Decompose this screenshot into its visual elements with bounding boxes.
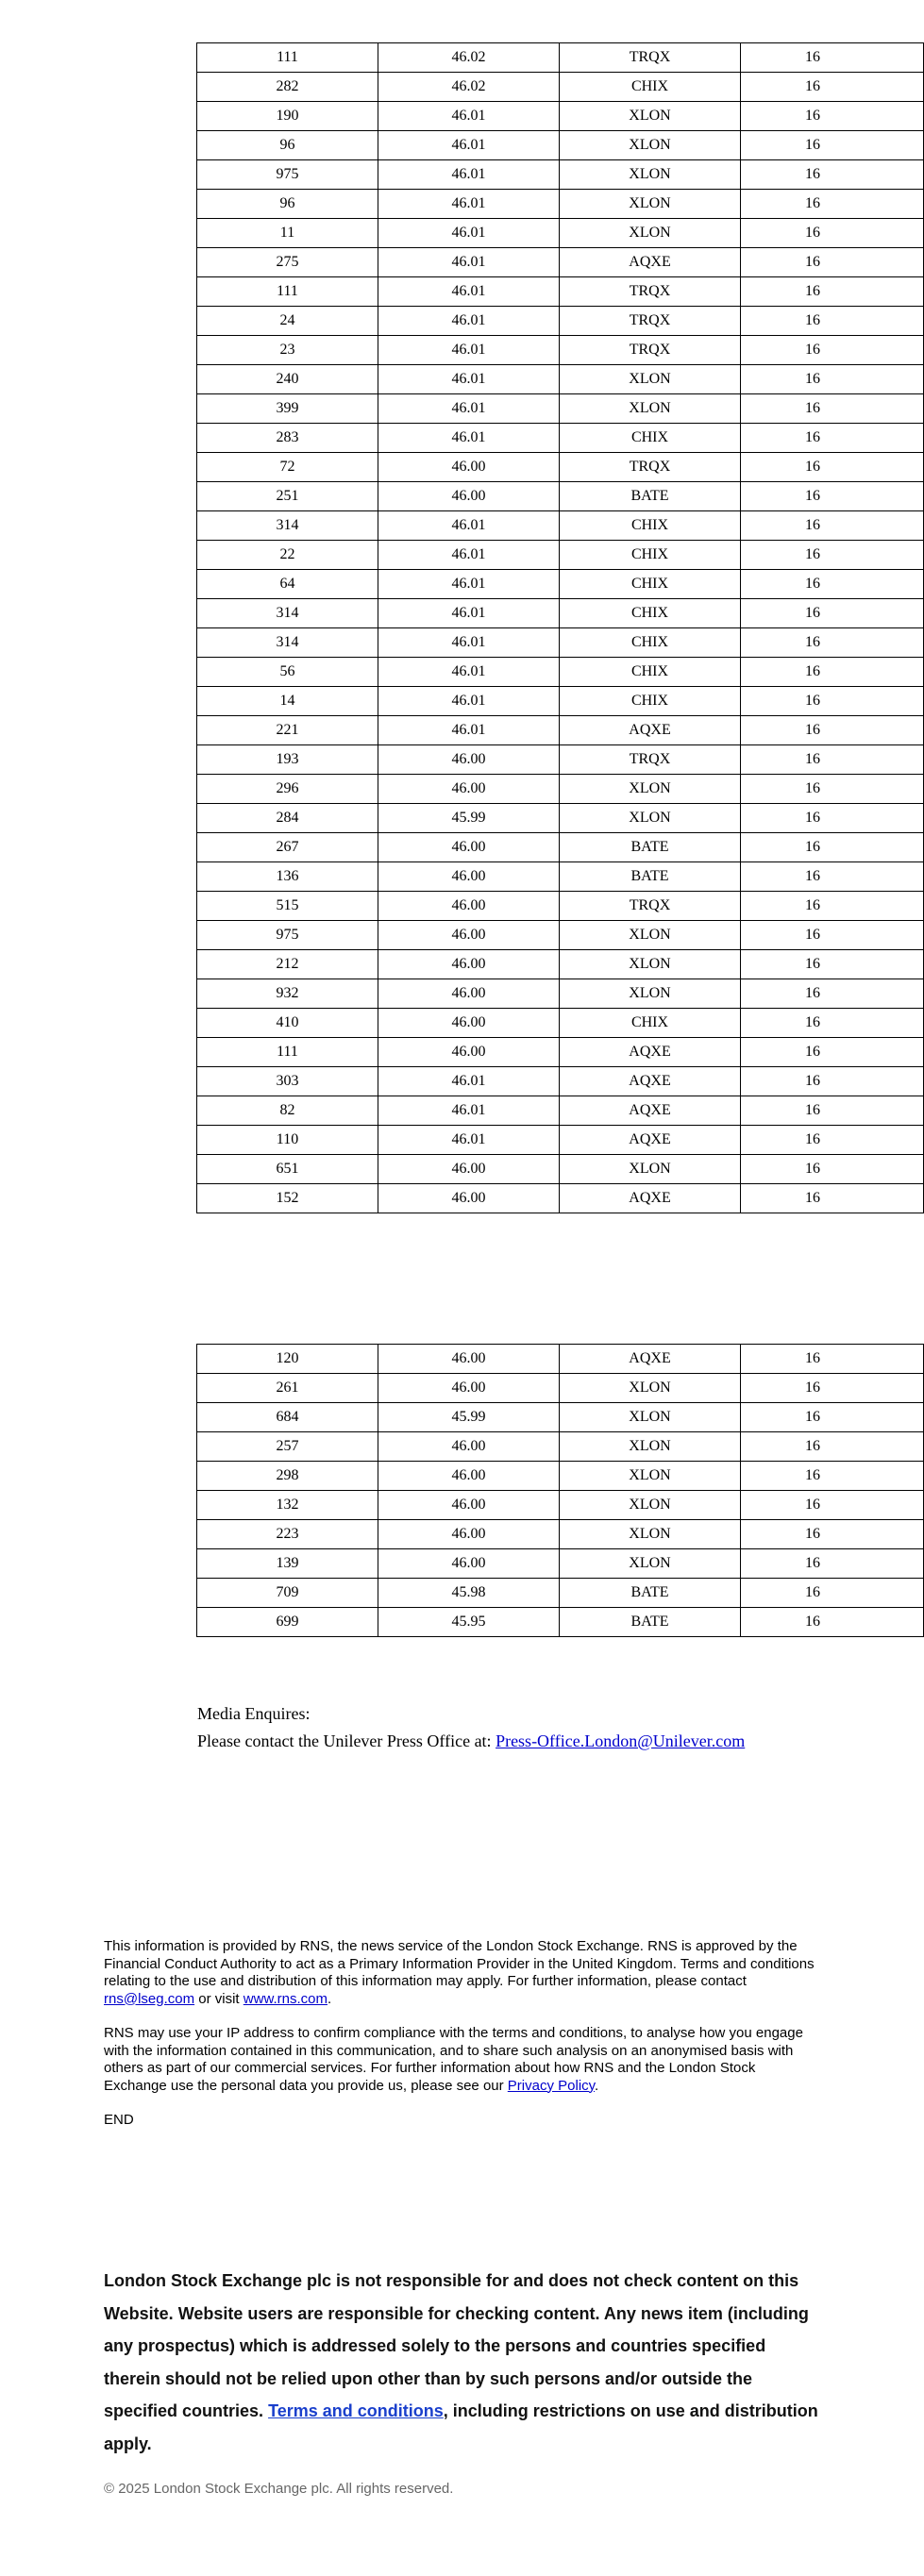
price-cell: 46.01: [378, 424, 560, 453]
price-cell: 46.00: [378, 482, 560, 511]
volume-cell: 684: [197, 1403, 378, 1432]
table-row: [197, 1184, 924, 1213]
table-row: [197, 394, 924, 424]
terms-and-conditions-link[interactable]: Terms and conditions: [268, 2401, 444, 2420]
venue-cell: TRQX: [560, 892, 741, 921]
price-cell: 46.00: [378, 1155, 560, 1184]
press-office-email-link[interactable]: Press-Office.London@Unilever.com: [496, 1731, 746, 1750]
time-cell: 16: [741, 277, 924, 307]
price-cell: 46.01: [378, 541, 560, 570]
price-cell: 46.01: [378, 716, 560, 745]
table-row: [197, 307, 924, 336]
price-cell: 46.01: [378, 687, 560, 716]
volume-cell: 303: [197, 1067, 378, 1096]
venue-cell: XLON: [560, 190, 741, 219]
time-cell: 16: [741, 160, 924, 190]
time-cell: 16: [741, 687, 924, 716]
volume-cell: 267: [197, 833, 378, 862]
price-cell: 45.95: [378, 1608, 560, 1637]
rns-p1-end: .: [327, 1990, 332, 2007]
venue-cell: BATE: [560, 1579, 741, 1608]
disclaimer-text: London Stock Exchange plc is not responsible for and does not check content on this Website. Website users are responsible for checking content. Any news item (including any prospectus) which is addressed solely to the persons and countries specified therein should not be relied upon other than by such persons and/or outside the specified countries.: [104, 2271, 809, 2420]
time-cell: 16: [741, 219, 924, 248]
volume-cell: 261: [197, 1374, 378, 1403]
price-cell: 46.00: [378, 862, 560, 892]
volume-cell: 190: [197, 102, 378, 131]
volume-cell: 699: [197, 1608, 378, 1637]
time-cell: 16: [741, 248, 924, 277]
venue-cell: XLON: [560, 1432, 741, 1462]
venue-cell: CHIX: [560, 658, 741, 687]
time-cell: 16: [741, 1096, 924, 1126]
table-row: [197, 1520, 924, 1549]
price-cell: 46.00: [378, 1345, 560, 1374]
table-row: [197, 687, 924, 716]
volume-cell: 296: [197, 775, 378, 804]
time-cell: 16: [741, 979, 924, 1009]
table-row: [197, 453, 924, 482]
volume-cell: 257: [197, 1432, 378, 1462]
venue-cell: XLON: [560, 921, 741, 950]
volume-cell: 23: [197, 336, 378, 365]
time-cell: 16: [741, 307, 924, 336]
time-cell: 16: [741, 1184, 924, 1213]
time-cell: 16: [741, 1067, 924, 1096]
venue-cell: AQXE: [560, 716, 741, 745]
table-row: [197, 1403, 924, 1432]
media-enquiries: [197, 1700, 745, 1755]
table-row: [197, 1549, 924, 1579]
venue-cell: AQXE: [560, 1126, 741, 1155]
copyright-notice: © 2025 London Stock Exchange plc. All rights reserved.: [104, 2481, 454, 2497]
privacy-policy-link[interactable]: Privacy Policy: [507, 2077, 596, 2094]
venue-cell: TRQX: [560, 745, 741, 775]
table-row: [197, 424, 924, 453]
time-cell: 16: [741, 833, 924, 862]
time-cell: 16: [741, 716, 924, 745]
time-cell: 16: [741, 190, 924, 219]
price-cell: 46.01: [378, 1126, 560, 1155]
price-cell: 46.01: [378, 599, 560, 628]
table-row: [197, 541, 924, 570]
time-cell: 16: [741, 131, 924, 160]
time-cell: 16: [741, 628, 924, 658]
table-row: [197, 745, 924, 775]
table-row: [197, 1462, 924, 1491]
time-cell: 16: [741, 453, 924, 482]
time-cell: 16: [741, 1403, 924, 1432]
price-cell: 46.01: [378, 102, 560, 131]
volume-cell: 284: [197, 804, 378, 833]
volume-cell: 120: [197, 1345, 378, 1374]
price-cell: 46.01: [378, 248, 560, 277]
venue-cell: XLON: [560, 804, 741, 833]
venue-cell: XLON: [560, 160, 741, 190]
end-marker: END: [104, 2112, 134, 2128]
price-cell: 46.00: [378, 1038, 560, 1067]
price-cell: 46.00: [378, 1491, 560, 1520]
rns-p1-or: or visit: [194, 1990, 244, 2007]
time-cell: 16: [741, 1009, 924, 1038]
table-row: [197, 892, 924, 921]
volume-cell: 56: [197, 658, 378, 687]
price-cell: 46.01: [378, 336, 560, 365]
venue-cell: XLON: [560, 365, 741, 394]
price-cell: 46.00: [378, 1549, 560, 1579]
table-row: [197, 482, 924, 511]
volume-cell: 111: [197, 1038, 378, 1067]
time-cell: 16: [741, 1520, 924, 1549]
time-cell: 16: [741, 775, 924, 804]
volume-cell: 932: [197, 979, 378, 1009]
venue-cell: XLON: [560, 394, 741, 424]
time-cell: 16: [741, 804, 924, 833]
time-cell: 16: [741, 1491, 924, 1520]
volume-cell: 240: [197, 365, 378, 394]
disclaimer-tail: , including restrictions on use and distribution apply.: [104, 2401, 818, 2453]
time-cell: 16: [741, 511, 924, 541]
table-row: [197, 979, 924, 1009]
table-row: [197, 804, 924, 833]
venue-cell: TRQX: [560, 453, 741, 482]
time-cell: 16: [741, 73, 924, 102]
volume-cell: 651: [197, 1155, 378, 1184]
table-row: [197, 43, 924, 73]
volume-cell: 96: [197, 131, 378, 160]
table-row: [197, 1579, 924, 1608]
venue-cell: XLON: [560, 950, 741, 979]
time-cell: 16: [741, 365, 924, 394]
rns-email-link[interactable]: rns@lseg.com: [104, 1990, 195, 2007]
venue-cell: BATE: [560, 482, 741, 511]
price-cell: 45.98: [378, 1579, 560, 1608]
rns-p2-end: .: [595, 2077, 599, 2094]
trades-table-body: [197, 43, 924, 1213]
time-cell: 16: [741, 1155, 924, 1184]
media-contact: [197, 1728, 745, 1755]
price-cell: 46.00: [378, 775, 560, 804]
price-cell: 46.02: [378, 73, 560, 102]
table-row: [197, 658, 924, 687]
price-cell: 46.01: [378, 307, 560, 336]
price-cell: 46.00: [378, 745, 560, 775]
venue-cell: CHIX: [560, 570, 741, 599]
venue-cell: XLON: [560, 1520, 741, 1549]
rns-p1-text: This information is provided by RNS, the news service of the London Stock Exchange. RNS is approved by the Financial Conduct Authority to act as a Primary Information Provider in the United Kingdom. Terms and conditions relating to the use and distribution of this information may apply. For further information, please contact: [104, 1938, 815, 1989]
price-cell: 46.01: [378, 511, 560, 541]
table-row: [197, 1067, 924, 1096]
time-cell: 16: [741, 570, 924, 599]
time-cell: 16: [741, 1345, 924, 1374]
price-cell: 46.01: [378, 365, 560, 394]
table-row: [197, 102, 924, 131]
price-cell: 46.00: [378, 1009, 560, 1038]
volume-cell: 111: [197, 277, 378, 307]
time-cell: 16: [741, 424, 924, 453]
table-row: [197, 1345, 924, 1374]
trades-table: [196, 42, 924, 1213]
table-row: [197, 365, 924, 394]
volume-cell: 314: [197, 511, 378, 541]
volume-cell: 975: [197, 160, 378, 190]
time-cell: 16: [741, 1608, 924, 1637]
venue-cell: XLON: [560, 1491, 741, 1520]
volume-cell: 22: [197, 541, 378, 570]
price-cell: 46.00: [378, 892, 560, 921]
table-row: [197, 1432, 924, 1462]
time-cell: 16: [741, 482, 924, 511]
trades-table-body: [197, 1345, 924, 1637]
volume-cell: 96: [197, 190, 378, 219]
table-row: [197, 131, 924, 160]
price-cell: 46.01: [378, 1067, 560, 1096]
volume-cell: 212: [197, 950, 378, 979]
venue-cell: TRQX: [560, 277, 741, 307]
venue-cell: AQXE: [560, 1345, 741, 1374]
rns-paragraph-2: [104, 2025, 821, 2095]
time-cell: 16: [741, 102, 924, 131]
price-cell: 46.02: [378, 43, 560, 73]
venue-cell: XLON: [560, 131, 741, 160]
table-row: [197, 277, 924, 307]
table-row: [197, 833, 924, 862]
volume-cell: 223: [197, 1520, 378, 1549]
time-cell: 16: [741, 892, 924, 921]
time-cell: 16: [741, 862, 924, 892]
volume-cell: 72: [197, 453, 378, 482]
volume-cell: 193: [197, 745, 378, 775]
table-row: [197, 628, 924, 658]
venue-cell: AQXE: [560, 248, 741, 277]
price-cell: 46.00: [378, 1462, 560, 1491]
volume-cell: 283: [197, 424, 378, 453]
price-cell: 46.01: [378, 570, 560, 599]
venue-cell: AQXE: [560, 1184, 741, 1213]
time-cell: 16: [741, 921, 924, 950]
trades-table: [196, 1344, 924, 1637]
price-cell: 46.01: [378, 131, 560, 160]
volume-cell: 275: [197, 248, 378, 277]
venue-cell: BATE: [560, 1608, 741, 1637]
table-row: [197, 248, 924, 277]
media-contact-text: Please contact the Unilever Press Office at:: [197, 1731, 496, 1750]
time-cell: 16: [741, 745, 924, 775]
table-row: [197, 219, 924, 248]
time-cell: 16: [741, 1126, 924, 1155]
table-row: [197, 599, 924, 628]
venue-cell: XLON: [560, 1155, 741, 1184]
volume-cell: 14: [197, 687, 378, 716]
transactions-table-2: [196, 1344, 820, 1637]
time-cell: 16: [741, 1579, 924, 1608]
volume-cell: 111: [197, 43, 378, 73]
venue-cell: CHIX: [560, 599, 741, 628]
table-row: [197, 1009, 924, 1038]
price-cell: 46.01: [378, 1096, 560, 1126]
time-cell: 16: [741, 1462, 924, 1491]
price-cell: 46.01: [378, 658, 560, 687]
price-cell: 46.00: [378, 921, 560, 950]
venue-cell: CHIX: [560, 687, 741, 716]
time-cell: 16: [741, 1549, 924, 1579]
time-cell: 16: [741, 1374, 924, 1403]
venue-cell: AQXE: [560, 1067, 741, 1096]
volume-cell: 975: [197, 921, 378, 950]
venue-cell: XLON: [560, 775, 741, 804]
time-cell: 16: [741, 658, 924, 687]
table-row: [197, 336, 924, 365]
table-row: [197, 1374, 924, 1403]
venue-cell: TRQX: [560, 307, 741, 336]
time-cell: 16: [741, 599, 924, 628]
table-row: [197, 862, 924, 892]
price-cell: 46.00: [378, 833, 560, 862]
price-cell: 46.00: [378, 950, 560, 979]
volume-cell: 152: [197, 1184, 378, 1213]
table-row: [197, 190, 924, 219]
price-cell: 46.00: [378, 453, 560, 482]
volume-cell: 11: [197, 219, 378, 248]
price-cell: 46.00: [378, 1432, 560, 1462]
volume-cell: 314: [197, 599, 378, 628]
table-row: [197, 511, 924, 541]
table-row: [197, 775, 924, 804]
venue-cell: CHIX: [560, 628, 741, 658]
volume-cell: 515: [197, 892, 378, 921]
venue-cell: CHIX: [560, 511, 741, 541]
volume-cell: 221: [197, 716, 378, 745]
price-cell: 46.01: [378, 160, 560, 190]
volume-cell: 139: [197, 1549, 378, 1579]
volume-cell: 709: [197, 1579, 378, 1608]
table-row: [197, 1608, 924, 1637]
venue-cell: XLON: [560, 102, 741, 131]
time-cell: 16: [741, 950, 924, 979]
price-cell: 46.00: [378, 1374, 560, 1403]
price-cell: 45.99: [378, 804, 560, 833]
venue-cell: XLON: [560, 1462, 741, 1491]
volume-cell: 314: [197, 628, 378, 658]
table-row: [197, 921, 924, 950]
volume-cell: 110: [197, 1126, 378, 1155]
volume-cell: 24: [197, 307, 378, 336]
table-row: [197, 1038, 924, 1067]
lse-disclaimer: [104, 2265, 821, 2460]
venue-cell: XLON: [560, 1403, 741, 1432]
venue-cell: BATE: [560, 862, 741, 892]
volume-cell: 399: [197, 394, 378, 424]
rns-p2-text: RNS may use your IP address to confirm compliance with the terms and conditions, to analyse how you engage with the information contained in this communication, and to share such analysis on an anonymised basis with others as part of our commercial services. For further information about how RNS and the London Stock Exchange use the personal data you provide us, please see our: [104, 2025, 803, 2094]
table-row: [197, 1491, 924, 1520]
time-cell: 16: [741, 1432, 924, 1462]
price-cell: 46.00: [378, 979, 560, 1009]
venue-cell: CHIX: [560, 73, 741, 102]
venue-cell: CHIX: [560, 1009, 741, 1038]
venue-cell: AQXE: [560, 1038, 741, 1067]
transactions-table-1: [196, 42, 820, 1213]
volume-cell: 282: [197, 73, 378, 102]
table-row: [197, 570, 924, 599]
time-cell: 16: [741, 541, 924, 570]
price-cell: 46.01: [378, 219, 560, 248]
time-cell: 16: [741, 1038, 924, 1067]
rns-website-link[interactable]: www.rns.com: [243, 1990, 328, 2007]
rns-paragraph-1: [104, 1938, 821, 2008]
venue-cell: XLON: [560, 1549, 741, 1579]
time-cell: 16: [741, 336, 924, 365]
table-row: [197, 1126, 924, 1155]
time-cell: 16: [741, 43, 924, 73]
venue-cell: TRQX: [560, 336, 741, 365]
volume-cell: 251: [197, 482, 378, 511]
table-row: [197, 950, 924, 979]
venue-cell: CHIX: [560, 541, 741, 570]
rns-notice: [104, 1938, 821, 2147]
venue-cell: AQXE: [560, 1096, 741, 1126]
price-cell: 46.00: [378, 1184, 560, 1213]
time-cell: 16: [741, 394, 924, 424]
price-cell: 46.01: [378, 277, 560, 307]
volume-cell: 132: [197, 1491, 378, 1520]
venue-cell: XLON: [560, 979, 741, 1009]
table-row: [197, 160, 924, 190]
price-cell: 46.00: [378, 1520, 560, 1549]
media-heading: Media Enquires:: [197, 1704, 311, 1723]
volume-cell: 136: [197, 862, 378, 892]
venue-cell: XLON: [560, 1374, 741, 1403]
table-row: [197, 73, 924, 102]
price-cell: 46.01: [378, 394, 560, 424]
price-cell: 46.01: [378, 190, 560, 219]
venue-cell: CHIX: [560, 424, 741, 453]
volume-cell: 82: [197, 1096, 378, 1126]
volume-cell: 410: [197, 1009, 378, 1038]
table-row: [197, 1155, 924, 1184]
volume-cell: 64: [197, 570, 378, 599]
volume-cell: 298: [197, 1462, 378, 1491]
venue-cell: BATE: [560, 833, 741, 862]
table-row: [197, 1096, 924, 1126]
venue-cell: XLON: [560, 219, 741, 248]
venue-cell: TRQX: [560, 43, 741, 73]
price-cell: 46.01: [378, 628, 560, 658]
price-cell: 45.99: [378, 1403, 560, 1432]
table-row: [197, 716, 924, 745]
